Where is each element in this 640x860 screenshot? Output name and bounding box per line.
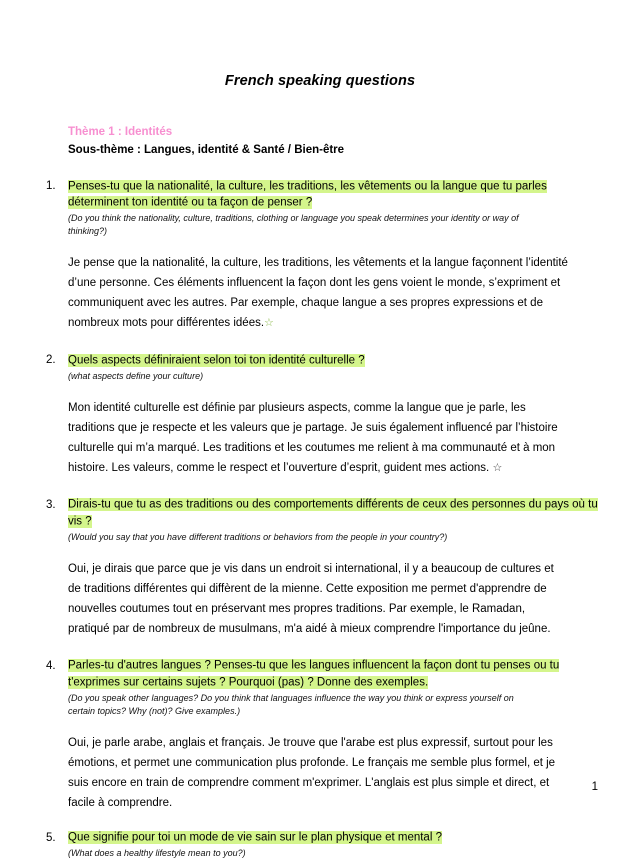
- page-title: French speaking questions: [0, 0, 640, 89]
- spacer: [68, 478, 598, 497]
- spacer: [68, 813, 598, 830]
- answer-body: Oui, je parle arabe, anglais et français. Je trouve que l'arabe est plus expressif, surtout pour les émotions, et permet une communication plus profonde. Le français me semble plus formel, et je suis encore en train de comprendre comment m'exprimer. L'anglais est plus simple et direct, et facile à comprendre.: [68, 737, 555, 809]
- answer-text: [68, 733, 598, 813]
- question-text: [68, 658, 598, 691]
- heading-block: [0, 124, 640, 159]
- answer-text: [68, 559, 598, 639]
- answer-text: [68, 398, 598, 478]
- question-text: [68, 352, 598, 369]
- answer-body: Je pense que la nationalité, la culture, les traditions, les vêtements et la langue façonnent l’identité d’une personne. Ces éléments influencent la façon dont les gens voient le monde, s’expriment et communiquent avec les autres. Par exemple, chaque langue a ses propres expressions et de nombreux mots pour différentes idées.: [68, 257, 568, 329]
- question-number: 4.: [46, 658, 56, 675]
- star-icon: ☆: [264, 317, 274, 329]
- question-text: [68, 178, 598, 211]
- star-icon: ☆: [492, 462, 502, 474]
- question-item: [0, 352, 640, 497]
- question-highlight: Dirais-tu que tu as des traditions ou des comportements différents de ceux des personnes du pays où tu vis ?: [68, 498, 598, 528]
- question-translation: (Would you say that you have different traditions or behaviors from the people in your country?): [68, 531, 598, 544]
- answer-body: Mon identité culturelle est définie par plusieurs aspects, comme la langue que je parle, les traditions que je respecte et les valeurs que je partage. Je suis également influencé par l’histoire culturelle qui m’a marqué. Les traditions et les coutumes me relient à ma communauté et à mon histoire. Les valeurs, comme le respect et l’ouverture d’esprit, guident mes actions.: [68, 402, 558, 474]
- answer-text: [68, 253, 598, 333]
- question-translation: (What does a healthy lifestyle mean to you?): [68, 847, 598, 860]
- question-item: [0, 497, 640, 658]
- page-number: 1: [592, 781, 598, 793]
- question-number: 5.: [46, 830, 56, 847]
- question-highlight: Penses-tu que la nationalité, la culture, les traditions, les vêtements ou la langue que tu parles déterminent ton identité ou ta façon de penser ?: [68, 180, 547, 210]
- answer-body: Oui, je dirais que parce que je vis dans un endroit si international, il y a beaucoup de cultures et de traditions différentes qui diffèrent de la mienne. Cette exposition me permet d'apprendre de nouvelles coutumes tout en préservant mes propres traditions. Par exemple, le Ramadan, pratiqué par de nombreux de musulmans, m'a aidé à mieux comprendre l'importance du jeûne.: [68, 563, 554, 635]
- spacer: [68, 333, 598, 352]
- question-text: [68, 830, 598, 847]
- question-item: [0, 178, 640, 352]
- question-highlight: Que signifie pour toi un mode de vie sain sur le plan physique et mental ?: [68, 831, 442, 844]
- question-item: [0, 658, 640, 830]
- question-number: 1.: [46, 178, 56, 195]
- question-number: 2.: [46, 352, 56, 369]
- spacer: [68, 639, 598, 658]
- question-number: 3.: [46, 497, 56, 514]
- subtheme-heading: Sous-thème : Langues, identité & Santé / Bien-être: [68, 142, 640, 159]
- question-list: [0, 178, 640, 860]
- question-text: [68, 497, 598, 530]
- question-translation: (Do you think the nationality, culture, traditions, clothing or language you speak determines your identity or way of thinking?): [68, 212, 598, 238]
- question-highlight: Parles-tu d'autres langues ? Penses-tu que les langues influencent la façon dont tu penses ou tu t'exprimes sur certains sujets ? Pourquoi (pas) ? Donne des exemples.: [68, 659, 559, 689]
- theme-heading: Thème 1 : Identités: [68, 124, 640, 140]
- question-item: [0, 830, 640, 860]
- question-highlight: Quels aspects définiraient selon toi ton identité culturelle ?: [68, 354, 365, 367]
- question-translation: (Do you speak other languages? Do you think that languages influence the way you think or express yourself on certain topics? Why (not)? Give examples.): [68, 692, 598, 718]
- question-translation: (what aspects define your culture): [68, 370, 598, 383]
